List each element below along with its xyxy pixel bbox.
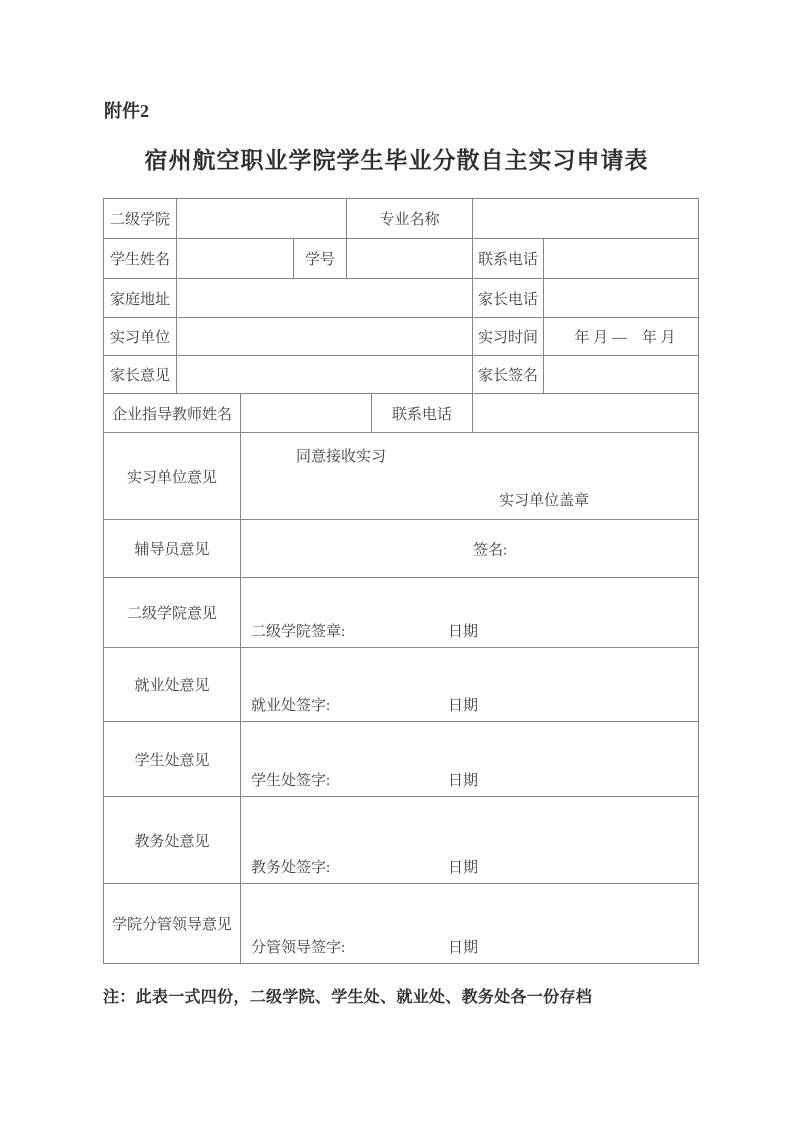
enterprise-phone-input-cell[interactable]	[473, 394, 699, 433]
student-affairs-opinion-label: 学生处意见	[104, 722, 241, 797]
row-student	[104, 239, 699, 279]
leader-sign-label: 分管领导签字:	[251, 940, 346, 956]
accept-internship-text: 同意接收实习	[296, 449, 387, 465]
row-leader-opinion	[104, 884, 699, 964]
enterprise-phone-label: 联系电话	[372, 394, 473, 433]
college-sign-label: 二级学院签章:	[251, 624, 346, 640]
parent-signature-input-cell[interactable]	[544, 356, 699, 394]
academic-opinion-content-cell[interactable]	[241, 797, 699, 884]
unit-opinion-content-cell[interactable]	[241, 433, 699, 520]
student-phone-input-cell[interactable]	[544, 239, 699, 279]
row-student-affairs-opinion	[104, 722, 699, 797]
major-label: 专业名称	[347, 199, 473, 239]
college-opinion-content-cell[interactable]	[241, 578, 699, 648]
home-address-label: 家庭地址	[104, 279, 177, 318]
row-college	[104, 199, 699, 239]
row-enterprise-teacher	[104, 394, 699, 433]
parent-phone-label: 家长电话	[473, 279, 544, 318]
enterprise-teacher-input-cell[interactable]	[241, 394, 372, 433]
college-input-cell[interactable]	[177, 199, 347, 239]
footer-note: 注：此表一式四份，二级学院、学生处、就业处、教务处各一份存档	[103, 989, 593, 1006]
leader-opinion-label: 学院分管领导意见	[104, 884, 241, 964]
leader-opinion-content-cell[interactable]	[241, 884, 699, 964]
student-affairs-sign-label: 学生处签字:	[251, 773, 331, 789]
home-address-input-cell[interactable]	[177, 279, 473, 318]
enterprise-teacher-label: 企业指导教师姓名	[104, 394, 241, 433]
student-name-input-cell[interactable]	[177, 239, 294, 279]
college-opinion-label: 二级学院意见	[104, 578, 241, 648]
academic-date-label: 日期	[448, 860, 479, 876]
row-employment-opinion	[104, 648, 699, 722]
unit-seal-text: 实习单位盖章	[499, 493, 590, 509]
row-academic-opinion	[104, 797, 699, 884]
parent-phone-input-cell[interactable]	[544, 279, 699, 318]
row-unit-opinion	[104, 433, 699, 520]
college-date-label: 日期	[448, 624, 479, 640]
application-form-table	[103, 198, 699, 964]
internship-unit-input-cell[interactable]	[177, 318, 473, 356]
internship-time-value-cell[interactable]: 年 月 — 年 月	[544, 318, 699, 356]
row-college-opinion	[104, 578, 699, 648]
counselor-opinion-content-cell[interactable]	[241, 520, 699, 578]
parent-opinion-label: 家长意见	[104, 356, 177, 394]
row-internship-unit	[104, 318, 699, 356]
student-phone-label: 联系电话	[473, 239, 544, 279]
parent-signature-label: 家长签名	[473, 356, 544, 394]
student-affairs-date-label: 日期	[448, 773, 479, 789]
internship-time-label: 实习时间	[473, 318, 544, 356]
academic-opinion-label: 教务处意见	[104, 797, 241, 884]
employment-opinion-label: 就业处意见	[104, 648, 241, 722]
counselor-sign-label: 签名:	[473, 542, 508, 558]
student-name-label: 学生姓名	[104, 239, 177, 279]
row-address	[104, 279, 699, 318]
employment-opinion-content-cell[interactable]	[241, 648, 699, 722]
student-id-input-cell[interactable]	[347, 239, 473, 279]
parent-opinion-input-cell[interactable]	[177, 356, 473, 394]
employment-sign-label: 就业处签字:	[251, 698, 331, 714]
counselor-opinion-label: 辅导员意见	[104, 520, 241, 578]
unit-opinion-label: 实习单位意见	[104, 433, 241, 520]
row-parent-opinion	[104, 356, 699, 394]
college-label: 二级学院	[104, 199, 177, 239]
page-title: 宿州航空职业学院学生毕业分散自主实习申请表	[144, 148, 649, 173]
employment-date-label: 日期	[448, 698, 479, 714]
row-counselor-opinion	[104, 520, 699, 578]
leader-date-label: 日期	[448, 940, 479, 956]
internship-unit-label: 实习单位	[104, 318, 177, 356]
student-id-label: 学号	[294, 239, 347, 279]
academic-sign-label: 教务处签字:	[251, 860, 331, 876]
attachment-label: 附件2	[104, 101, 149, 121]
student-affairs-opinion-content-cell[interactable]	[241, 722, 699, 797]
major-input-cell[interactable]	[473, 199, 699, 239]
